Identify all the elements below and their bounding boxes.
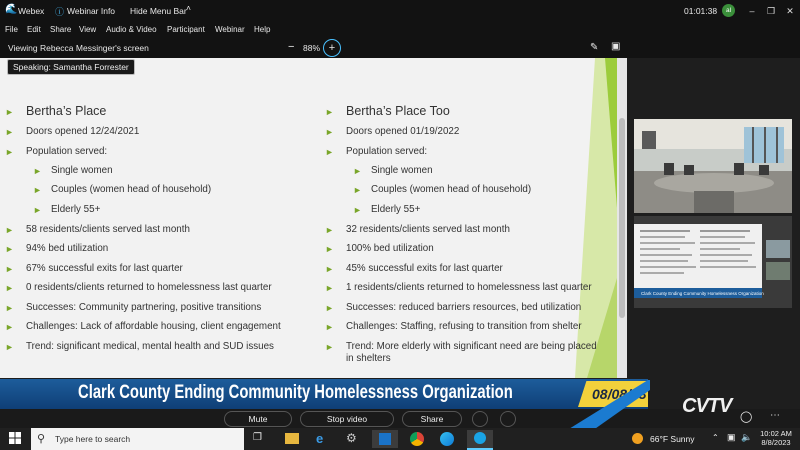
bullet-icon: ►	[5, 244, 14, 254]
hide-menu-bar-button[interactable]: Hide Menu Bar	[130, 6, 187, 16]
right-item: Successes: reduced barriers resources, bed utilization	[346, 302, 582, 313]
bullet-icon: ►	[33, 185, 42, 195]
zoom-in-button[interactable]: +	[323, 39, 341, 57]
zoom-out-button[interactable]: −	[288, 41, 295, 53]
bullet-icon: ►	[353, 205, 362, 215]
minimize-icon[interactable]: –	[749, 6, 755, 16]
right-item: Challenges: Staffing, refusing to transition from shelter	[346, 321, 582, 332]
meeting-controls	[0, 409, 800, 428]
weather-text[interactable]: 66°F Sunny	[650, 434, 695, 444]
bullet-icon: ►	[5, 147, 14, 157]
left-item: Challenges: Lack of affordable housing, client engagement	[26, 321, 281, 332]
left-item: 67% successful exits for last quarter	[26, 263, 183, 274]
bullet-icon: ►	[325, 107, 334, 117]
right-item: Population served:	[346, 146, 428, 157]
speaking-indicator: Speaking: Samantha Forrester	[7, 59, 135, 75]
app-name: Webex	[18, 6, 45, 16]
clock-date: 8/8/2023	[761, 438, 791, 447]
right-heading: Bertha’s Place Too	[346, 104, 450, 118]
video-feed-room[interactable]	[634, 119, 792, 213]
bullet-icon: ►	[5, 322, 14, 332]
chevron-up-icon[interactable]: ˄	[186, 3, 191, 13]
left-subitem: Single women	[51, 165, 113, 176]
webex-taskbar-icon[interactable]	[467, 430, 493, 450]
bullet-icon: ►	[5, 283, 14, 293]
right-subitem: Single women	[371, 165, 433, 176]
webex-logo-icon: 🌊	[5, 4, 18, 15]
taskbar-clock[interactable]	[759, 429, 793, 447]
volume-icon[interactable]: 🔈	[741, 432, 753, 442]
tray-chevron-icon[interactable]: ⌃	[712, 433, 719, 442]
right-item: 1 residents/clients returned to homelessness last quarter	[346, 282, 592, 293]
bullet-icon: ►	[5, 342, 14, 352]
file-explorer-icon[interactable]	[285, 433, 299, 444]
bullet-icon: ►	[5, 225, 14, 235]
close-icon[interactable]: ✕	[786, 6, 794, 16]
bullet-icon: ►	[325, 147, 334, 157]
avatar[interactable]: al	[722, 4, 735, 17]
thumbnail-banner-text: Clark County Ending Community Homelessness Organization	[641, 291, 764, 296]
menu-participant[interactable]: Participant	[167, 25, 205, 34]
windows-start-icon[interactable]	[9, 432, 21, 444]
bullet-icon: ►	[353, 166, 362, 176]
info-icon: ⓘ	[55, 7, 65, 17]
search-placeholder: Type here to search	[55, 434, 131, 444]
meeting-timer: 01:01:38	[684, 6, 718, 16]
left-item: 0 residents/clients returned to homelessness last quarter	[26, 282, 272, 293]
bullet-icon: ►	[325, 244, 334, 254]
bullet-icon: ►	[325, 225, 334, 235]
mute-button[interactable]: Mute	[224, 411, 292, 427]
left-item: Trend: significant medical, mental health and SUD issues	[26, 341, 274, 352]
right-subitem: Couples (women head of household)	[371, 184, 532, 195]
bullet-icon: ►	[353, 185, 362, 195]
vertical-scrollbar[interactable]	[617, 58, 627, 378]
scrollbar-thumb[interactable]	[619, 118, 625, 318]
right-item: Doors opened 01/19/2022	[346, 126, 460, 137]
left-item: Population served:	[26, 146, 108, 157]
weather-sun-icon	[632, 433, 643, 444]
bullet-icon: ►	[5, 107, 14, 117]
video-panel	[627, 58, 800, 378]
stop-video-button[interactable]: Stop video	[300, 411, 394, 427]
search-icon: ⚲	[37, 433, 46, 445]
menu-bar	[0, 22, 800, 38]
reactions-icon[interactable]	[500, 411, 516, 427]
taskbar-search-input[interactable]	[31, 428, 244, 450]
bullet-icon: ►	[5, 127, 14, 137]
bullet-icon: ►	[33, 205, 42, 215]
windows-taskbar	[0, 428, 800, 450]
record-icon[interactable]	[472, 411, 488, 427]
title-bar	[0, 0, 800, 22]
left-item: Doors opened 12/24/2021	[26, 126, 140, 137]
bullet-icon: ►	[5, 264, 14, 274]
menu-audio-video[interactable]: Audio & Video	[106, 25, 157, 34]
left-subitem: Elderly 55+	[51, 204, 101, 215]
task-view-icon[interactable]: ❐	[253, 432, 262, 443]
bullet-icon: ►	[325, 303, 334, 313]
settings-gear-icon[interactable]: ⚙	[346, 431, 357, 445]
annotate-icon[interactable]: ✎	[590, 42, 599, 53]
webinar-info-button[interactable]: Webinar Info	[67, 6, 116, 16]
zoom-level: 88%	[303, 43, 321, 53]
clock-time: 10:02 AM	[760, 429, 792, 438]
bullet-icon: ►	[33, 166, 42, 176]
right-item: 45% successful exits for last quarter	[346, 263, 503, 274]
left-item: Successes: Community partnering, positive transitions	[26, 302, 262, 313]
menu-file[interactable]: File	[5, 25, 18, 34]
left-heading: Bertha’s Place	[26, 104, 107, 118]
left-item: 58 residents/clients served last month	[26, 224, 190, 235]
bullet-icon: ►	[325, 322, 334, 332]
menu-webinar[interactable]: Webinar	[215, 25, 245, 34]
edge-icon[interactable]	[440, 432, 454, 446]
banner-date: 08/08/23	[592, 386, 647, 402]
right-item-continued: in shelters	[346, 353, 391, 364]
menu-edit[interactable]: Edit	[27, 25, 41, 34]
banner-title: Clark County Ending Community Homelessness Organization	[78, 382, 513, 403]
restore-icon[interactable]: ❐	[766, 6, 776, 16]
internet-explorer-icon[interactable]: e	[316, 431, 324, 446]
cvtv-watermark: CVTV	[682, 395, 732, 417]
bullet-icon: ►	[325, 283, 334, 293]
menu-help[interactable]: Help	[254, 25, 271, 34]
popout-icon[interactable]: ▣	[611, 41, 621, 52]
viewing-bar	[0, 38, 800, 58]
left-item: 94% bed utilization	[26, 243, 109, 254]
network-icon[interactable]: ▣	[727, 432, 736, 442]
right-subitem: Elderly 55+	[371, 204, 421, 215]
bullet-icon: ►	[325, 127, 334, 137]
bullet-icon: ►	[325, 264, 334, 274]
menu-view[interactable]: View	[79, 25, 97, 34]
right-item: 100% bed utilization	[346, 243, 434, 254]
right-item: 32 residents/clients served last month	[346, 224, 510, 235]
bullet-icon: ►	[5, 303, 14, 313]
chrome-icon[interactable]	[410, 432, 424, 446]
share-button[interactable]: Share	[402, 411, 462, 427]
chat-icon[interactable]: ◯	[740, 411, 753, 423]
menu-share[interactable]: Share	[50, 25, 72, 34]
more-icon[interactable]: ⋯	[770, 410, 780, 421]
left-subitem: Couples (women head of household)	[51, 184, 212, 195]
bullet-icon: ►	[325, 342, 334, 352]
viewing-label: Viewing Rebecca Messinger's screen	[8, 43, 149, 53]
shared-slide	[0, 58, 617, 378]
right-item: Trend: More elderly with significant need are being placed	[346, 341, 597, 352]
outlook-icon[interactable]	[372, 430, 398, 448]
